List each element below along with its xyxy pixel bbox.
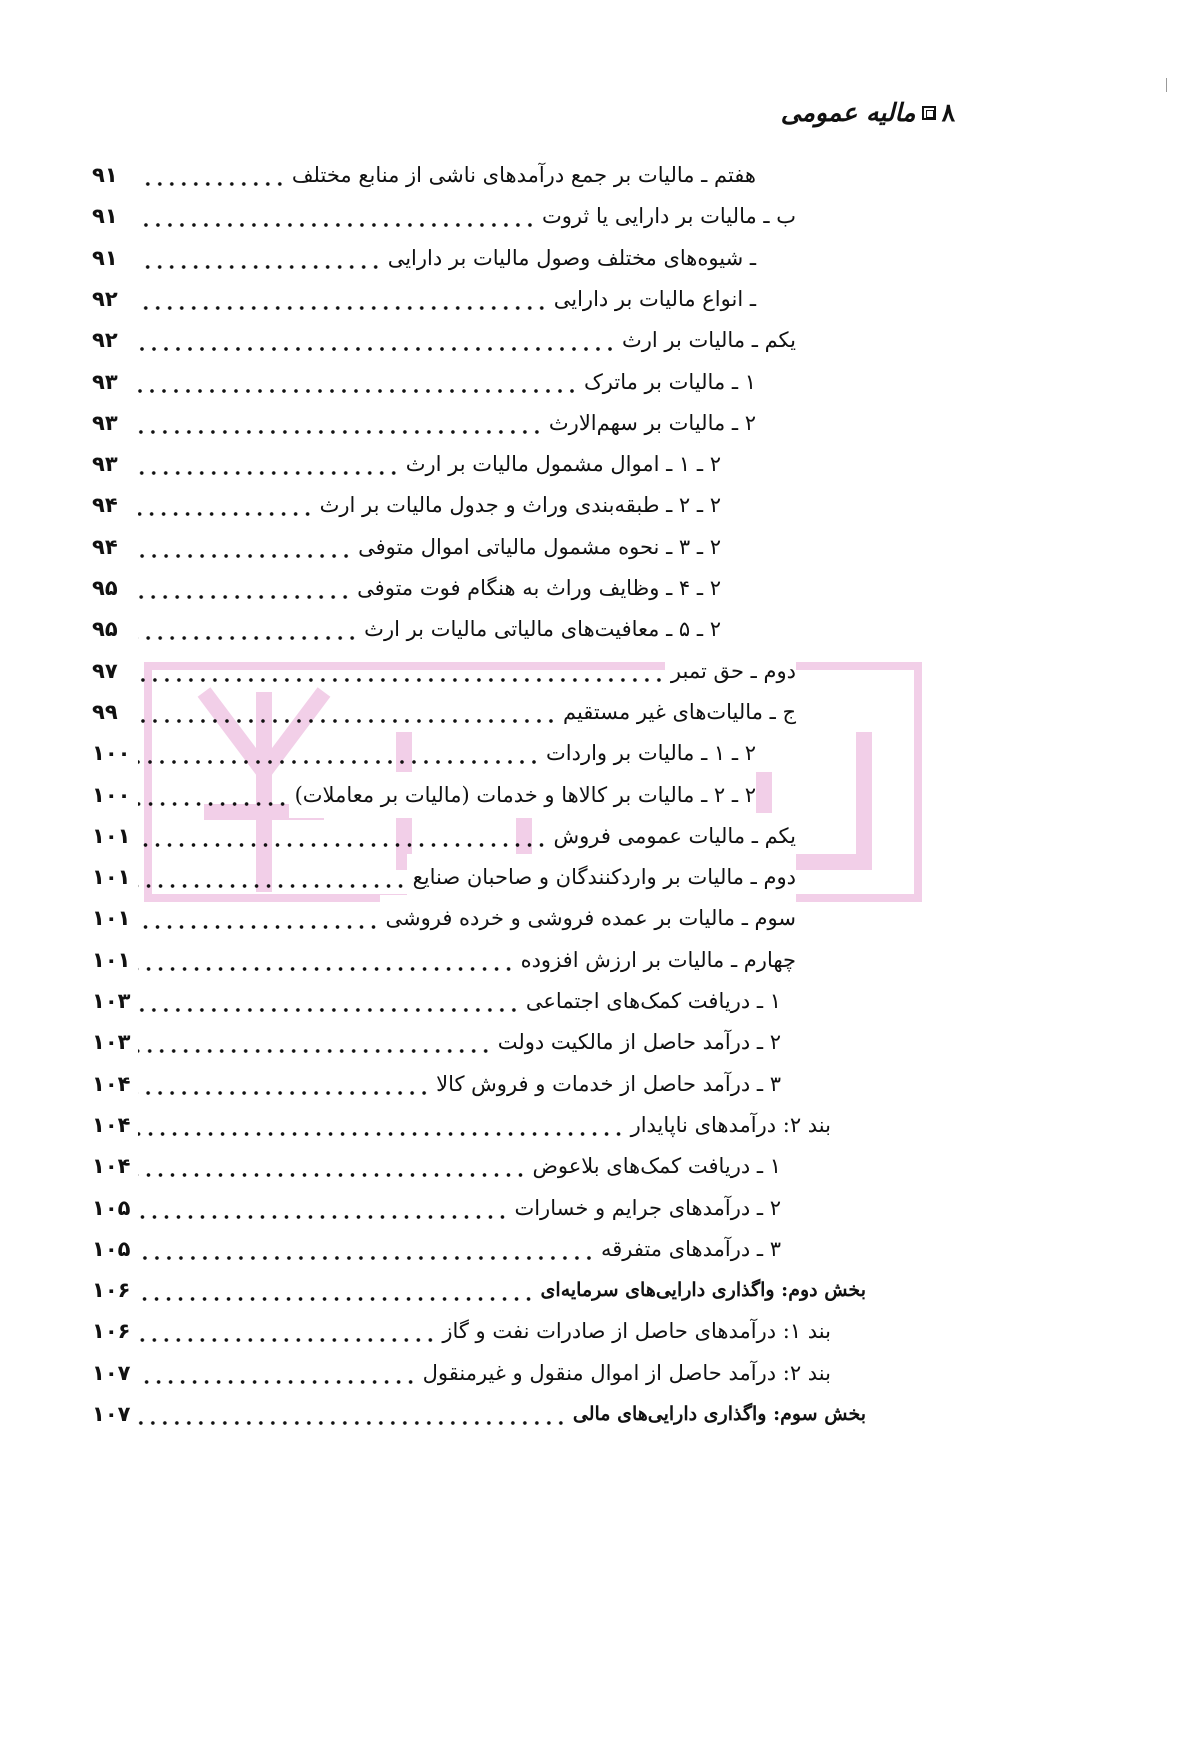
margin-mark bbox=[1166, 78, 1167, 92]
toc-page-number: ۱۰۳ bbox=[92, 989, 131, 1013]
toc-entry-title: چهارم ـ مالیات بر ارزش افزوده bbox=[515, 937, 796, 983]
dot-leader bbox=[138, 1019, 492, 1065]
dot-leader bbox=[138, 1308, 436, 1354]
toc-entry bbox=[138, 937, 796, 983]
toc-entry-title: ۲ ـ ۲ ـ مالیات بر کالاها و خدمات (مالیات بر معاملات) bbox=[289, 772, 756, 818]
toc-page-number: ۱۰۶ bbox=[92, 1319, 131, 1344]
toc-entry bbox=[138, 978, 781, 1024]
toc-entry-title: ۱ ـ دریافت کمک‌های اجتماعی bbox=[520, 978, 781, 1024]
toc-entry bbox=[138, 1267, 866, 1313]
toc-page-number: ۱۰۴ bbox=[92, 1154, 131, 1179]
toc-entry-title: بند ۲: درآمدهای ناپایدار bbox=[625, 1102, 831, 1148]
dot-leader bbox=[138, 524, 352, 570]
toc-entry bbox=[138, 813, 796, 859]
square-ornament-icon bbox=[922, 106, 936, 120]
toc-entry bbox=[138, 276, 756, 322]
toc-page-number: ۱۰۱ bbox=[92, 906, 131, 931]
dot-leader bbox=[138, 152, 286, 198]
toc-row bbox=[0, 1143, 1181, 1189]
toc-entry-title: ج ـ مالیات‌های غیر مستقیم bbox=[557, 689, 796, 735]
dot-leader bbox=[138, 1102, 625, 1148]
toc-page-number: ۹۴ bbox=[92, 534, 118, 559]
dot-leader bbox=[138, 317, 616, 363]
toc-entry-title: ۲ ـ درآمدهای جرایم و خسارات bbox=[508, 1185, 781, 1231]
toc-row bbox=[0, 400, 1181, 446]
toc-entry-title: ۳ ـ درآمد حاصل از خدمات و فروش کالا bbox=[430, 1061, 781, 1107]
toc-entry bbox=[138, 1143, 781, 1189]
toc-row bbox=[0, 648, 1181, 694]
toc-entry-title: سوم ـ مالیات بر عمده فروشی و خرده فروشی bbox=[380, 895, 796, 941]
toc-page-number: ۹۲ bbox=[92, 328, 118, 353]
dot-leader bbox=[138, 359, 578, 405]
toc-page-number: ۱۰۱ bbox=[92, 947, 131, 972]
toc-page-number: ۱۰۴ bbox=[92, 1071, 131, 1096]
toc-entry-title: بخش دوم: واگذاری دارایی‌های سرمایه‌ای bbox=[535, 1267, 866, 1313]
dot-leader bbox=[138, 235, 382, 281]
toc-page-number: ۱۰۵ bbox=[92, 1236, 131, 1261]
toc-entry bbox=[138, 689, 796, 735]
toc-entry bbox=[138, 772, 756, 818]
dot-leader bbox=[138, 1061, 430, 1107]
toc-row bbox=[0, 317, 1181, 363]
toc-page-number: ۹۱ bbox=[92, 163, 118, 187]
toc-entry-title: ۲ ـ ۱ ـ مالیات بر واردات bbox=[540, 730, 756, 776]
toc-entry bbox=[138, 1226, 781, 1272]
toc-row bbox=[0, 978, 1181, 1024]
toc-row bbox=[0, 895, 1181, 941]
dot-leader bbox=[138, 937, 515, 983]
toc-row bbox=[0, 235, 1181, 281]
toc-entry bbox=[138, 235, 756, 281]
toc-row bbox=[0, 730, 1181, 776]
dot-leader bbox=[138, 978, 520, 1024]
toc-entry-title: ۲ ـ درآمد حاصل از مالکیت دولت bbox=[492, 1019, 781, 1065]
toc-entry-title: ۲ ـ مالیات بر سهم‌الارث bbox=[543, 400, 756, 446]
toc-entry-title: بند ۲: درآمد حاصل از اموال منقول و غیرمنقول bbox=[417, 1350, 831, 1396]
toc-entry-title: یکم ـ مالیات عمومی فروش bbox=[548, 813, 797, 859]
toc-entry bbox=[138, 193, 796, 239]
toc-entry-title: ۲ ـ ۵ ـ معافیت‌های مالیاتی مالیات بر ارث bbox=[358, 606, 721, 652]
dot-leader bbox=[138, 1350, 417, 1396]
toc-entry bbox=[138, 1391, 866, 1437]
toc-row bbox=[0, 193, 1181, 239]
toc-entry-title: ـ انواع مالیات بر دارایی bbox=[548, 276, 756, 322]
toc-entry-title: بخش سوم: واگذاری دارایی‌های مالی bbox=[567, 1391, 866, 1437]
toc-entry-title: ۲ ـ ۱ ـ اموال مشمول مالیات بر ارث bbox=[400, 441, 721, 487]
toc-entry bbox=[138, 648, 796, 694]
toc-row bbox=[0, 854, 1181, 900]
toc-row bbox=[0, 359, 1181, 405]
toc-entry bbox=[138, 152, 756, 198]
toc-entry-title: هفتم ـ مالیات بر جمع درآمدهای ناشی از منابع مختلف bbox=[286, 152, 756, 198]
header-title: مالیه عمومی bbox=[780, 98, 916, 127]
dot-leader bbox=[138, 441, 400, 487]
toc-entry bbox=[138, 565, 721, 611]
dot-leader bbox=[138, 565, 351, 611]
toc-row bbox=[0, 937, 1181, 983]
toc-entry-title: دوم ـ مالیات بر واردکنندگان و صاحبان صنایع bbox=[407, 854, 796, 900]
toc-entry-title: بند ۱: درآمدهای حاصل از صادرات نفت و گاز bbox=[436, 1308, 831, 1354]
toc-page-number: ۹۱ bbox=[92, 204, 118, 229]
toc-row bbox=[0, 1308, 1181, 1354]
toc-entry-title: ـ شیوه‌های مختلف وصول مالیات بر دارایی bbox=[382, 235, 756, 281]
toc-entry bbox=[138, 730, 756, 776]
toc-entry bbox=[138, 895, 796, 941]
dot-leader bbox=[138, 730, 540, 776]
dot-leader bbox=[138, 606, 358, 652]
toc-entry bbox=[138, 524, 721, 570]
toc-entry-title: ۲ ـ ۲ ـ طبقه‌بندی وراث و جدول مالیات بر ارث bbox=[314, 482, 721, 528]
dot-leader bbox=[138, 400, 543, 446]
dot-leader bbox=[138, 276, 548, 322]
toc-page-number: ۹۳ bbox=[92, 452, 118, 477]
toc-entry bbox=[138, 1102, 831, 1148]
toc-page-number: ۹۴ bbox=[92, 493, 118, 518]
toc-row bbox=[0, 276, 1181, 322]
toc-row bbox=[0, 565, 1181, 611]
dot-leader bbox=[138, 689, 557, 735]
toc-page-number: ۱۰۳ bbox=[92, 1030, 131, 1055]
toc-row bbox=[0, 606, 1181, 652]
toc-row bbox=[0, 1102, 1181, 1148]
dot-leader bbox=[138, 193, 536, 239]
dot-leader bbox=[138, 895, 380, 941]
toc-entry-title: دوم ـ حق تمبر bbox=[665, 648, 796, 694]
dot-leader bbox=[138, 1226, 595, 1272]
dot-leader bbox=[138, 854, 407, 900]
toc-row bbox=[0, 1267, 1181, 1313]
toc-entry-title: ب ـ مالیات بر دارایی یا ثروت bbox=[536, 193, 796, 239]
toc-page-number: ۹۵ bbox=[92, 617, 118, 642]
toc-entry-title: ۱ ـ دریافت کمک‌های بلاعوض bbox=[526, 1143, 781, 1189]
toc-page-number: ۱۰۴ bbox=[92, 1112, 131, 1137]
toc-entry-title: ۲ ـ ۳ ـ نحوه مشمول مالیاتی اموال متوفی bbox=[352, 524, 721, 570]
toc-entry-title: ۳ ـ درآمدهای متفرقه bbox=[595, 1226, 781, 1272]
toc-row bbox=[0, 1185, 1181, 1231]
toc-row bbox=[0, 813, 1181, 859]
toc-entry bbox=[138, 1019, 781, 1065]
running-header bbox=[781, 98, 955, 127]
toc-row bbox=[0, 1061, 1181, 1107]
toc-page-number: ۱۰۰ bbox=[92, 782, 131, 807]
toc-entry bbox=[138, 359, 756, 405]
dot-leader bbox=[138, 772, 289, 818]
toc-entry bbox=[138, 1185, 781, 1231]
header-page-number: ۸ bbox=[941, 98, 955, 127]
toc-entry-title: ۲ ـ ۴ ـ وظایف وراث به هنگام فوت متوفی bbox=[351, 565, 721, 611]
toc-entry-title: یکم ـ مالیات بر ارث bbox=[616, 317, 796, 363]
toc-row bbox=[0, 1350, 1181, 1396]
toc-row bbox=[0, 689, 1181, 735]
toc-entry bbox=[138, 1350, 831, 1396]
toc-page-number: ۱۰۷ bbox=[92, 1360, 131, 1385]
toc-page-number: ۱۰۵ bbox=[92, 1195, 131, 1220]
toc-entry bbox=[138, 606, 721, 652]
toc-page-number: ۹۳ bbox=[92, 410, 118, 435]
toc-entry-title: ۱ ـ مالیات بر ماترک bbox=[578, 359, 756, 405]
toc-row bbox=[0, 1019, 1181, 1065]
toc-entry bbox=[138, 482, 721, 528]
toc-page-number: ۹۲ bbox=[92, 286, 118, 311]
dot-leader bbox=[138, 1185, 508, 1231]
dot-leader bbox=[138, 1391, 567, 1437]
toc-entry bbox=[138, 400, 756, 446]
dot-leader bbox=[138, 1267, 535, 1313]
toc-entry bbox=[138, 1061, 781, 1107]
toc-page-number: ۱۰۶ bbox=[92, 1278, 131, 1303]
toc-page-number: ۱۰۷ bbox=[92, 1402, 131, 1426]
toc-row bbox=[0, 482, 1181, 528]
toc-entry bbox=[138, 441, 721, 487]
toc-page-number: ۹۳ bbox=[92, 369, 118, 394]
dot-leader bbox=[138, 813, 548, 859]
toc-page-number: ۹۱ bbox=[92, 245, 118, 270]
toc-entry bbox=[138, 854, 796, 900]
toc-entry bbox=[138, 1308, 831, 1354]
toc-page-number: ۹۵ bbox=[92, 576, 118, 600]
toc-page-number: ۹۷ bbox=[92, 658, 118, 683]
toc-row bbox=[0, 1226, 1181, 1272]
toc-page-number: ۹۹ bbox=[92, 699, 118, 724]
dot-leader bbox=[138, 648, 665, 694]
dot-leader bbox=[138, 1143, 526, 1189]
toc-page-number: ۱۰۱ bbox=[92, 823, 131, 848]
toc-row bbox=[0, 152, 1181, 198]
toc-row bbox=[0, 772, 1181, 818]
toc-page-number: ۱۰۰ bbox=[92, 741, 131, 766]
toc-row bbox=[0, 524, 1181, 570]
toc-row bbox=[0, 1391, 1181, 1437]
toc-page-number: ۱۰۱ bbox=[92, 865, 131, 890]
toc-entry bbox=[138, 317, 796, 363]
dot-leader bbox=[138, 482, 314, 528]
toc-row bbox=[0, 441, 1181, 487]
